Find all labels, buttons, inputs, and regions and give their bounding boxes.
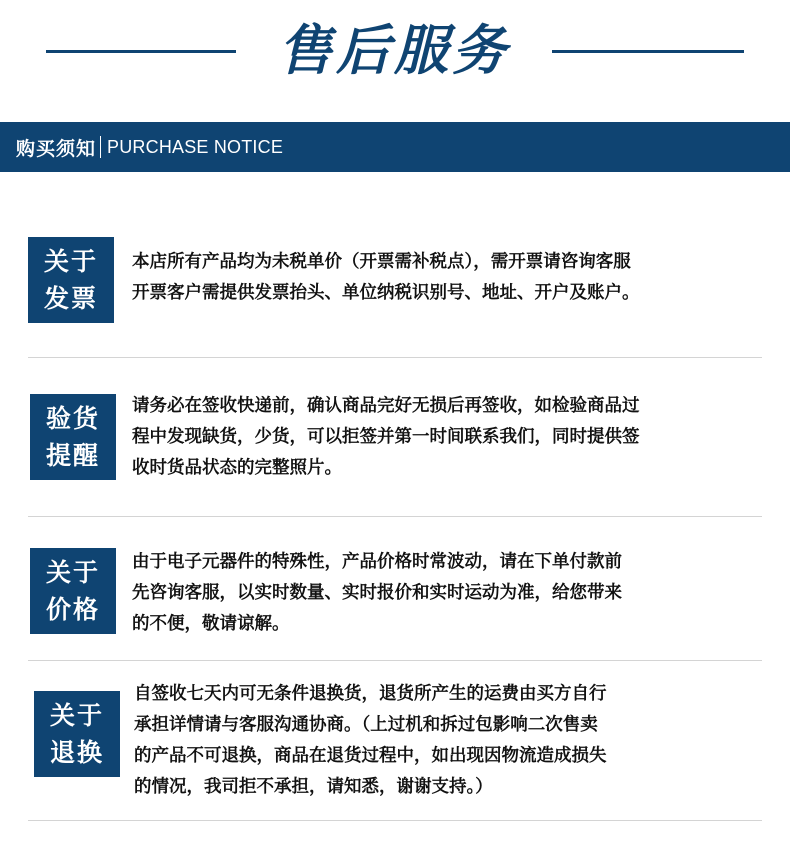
section-divider xyxy=(28,820,762,821)
badge-line: 提醒 xyxy=(45,441,100,470)
badge-line: 关于 xyxy=(43,247,98,276)
badge-line: 退换 xyxy=(49,738,104,767)
text-line: 请务必在签收快递前，确认商品完好无损后再签收，如检验商品过 xyxy=(132,396,640,416)
text-line: 由于电子元器件的特殊性，产品价格时常波动，请在下单付款前 xyxy=(132,552,622,572)
text-line: 自签收七天内可无条件退换货，退货所产生的运费由买方自行 xyxy=(134,684,607,704)
text-line: 的不便，敬请谅解。 xyxy=(132,614,290,634)
section-badge-invoice xyxy=(28,237,114,323)
text-line: 的情况，我司拒不承担，请知悉，谢谢支持。） xyxy=(134,777,493,797)
text-line: 收时货品状态的完整照片。 xyxy=(132,458,342,478)
section-divider xyxy=(28,516,762,517)
section-badge-returns xyxy=(34,691,120,777)
section-divider xyxy=(28,660,762,661)
text-line: 的产品不可退换，商品在退货过程中，如出现因物流造成损失 xyxy=(134,746,607,766)
text-line: 先咨询客服，以实时数量、实时报价和实时运动为准，给您带来 xyxy=(132,583,622,603)
title-decoration-line-left xyxy=(46,50,236,53)
title-decoration-line-right xyxy=(552,50,744,53)
badge-line: 价格 xyxy=(45,595,100,624)
badge-line: 发票 xyxy=(43,284,98,313)
badge-line: 验货 xyxy=(45,404,100,433)
notice-separator xyxy=(100,136,101,158)
section-text-returns xyxy=(134,679,607,803)
text-line: 开票客户需提供发票抬头、单位纳税识别号、地址、开户及账户。 xyxy=(132,283,640,303)
purchase-notice-banner xyxy=(0,122,790,172)
notice-title-en: PURCHASE NOTICE xyxy=(107,136,284,157)
section-text-inspection xyxy=(132,391,640,484)
page-header xyxy=(0,0,790,122)
text-line: 程中发现缺货，少货，可以拒签并第一时间联系我们，同时提供签 xyxy=(132,427,640,447)
section-badge-inspection xyxy=(30,394,116,480)
section-badge-price xyxy=(30,548,116,634)
section-text-invoice xyxy=(132,247,640,309)
badge-line: 关于 xyxy=(45,558,100,587)
section-divider xyxy=(28,357,762,358)
notice-title-cn: 购买须知 xyxy=(16,137,97,160)
text-line: 本店所有产品均为未税单价（开票需补税点），需开票请咨询客服 xyxy=(132,252,631,272)
text-line: 承担详情请与客服沟通协商。（上过机和拆过包影响二次售卖 xyxy=(134,715,598,735)
page-title: 售后服务 xyxy=(278,19,510,82)
section-text-price xyxy=(132,547,622,640)
badge-line: 关于 xyxy=(49,701,104,730)
